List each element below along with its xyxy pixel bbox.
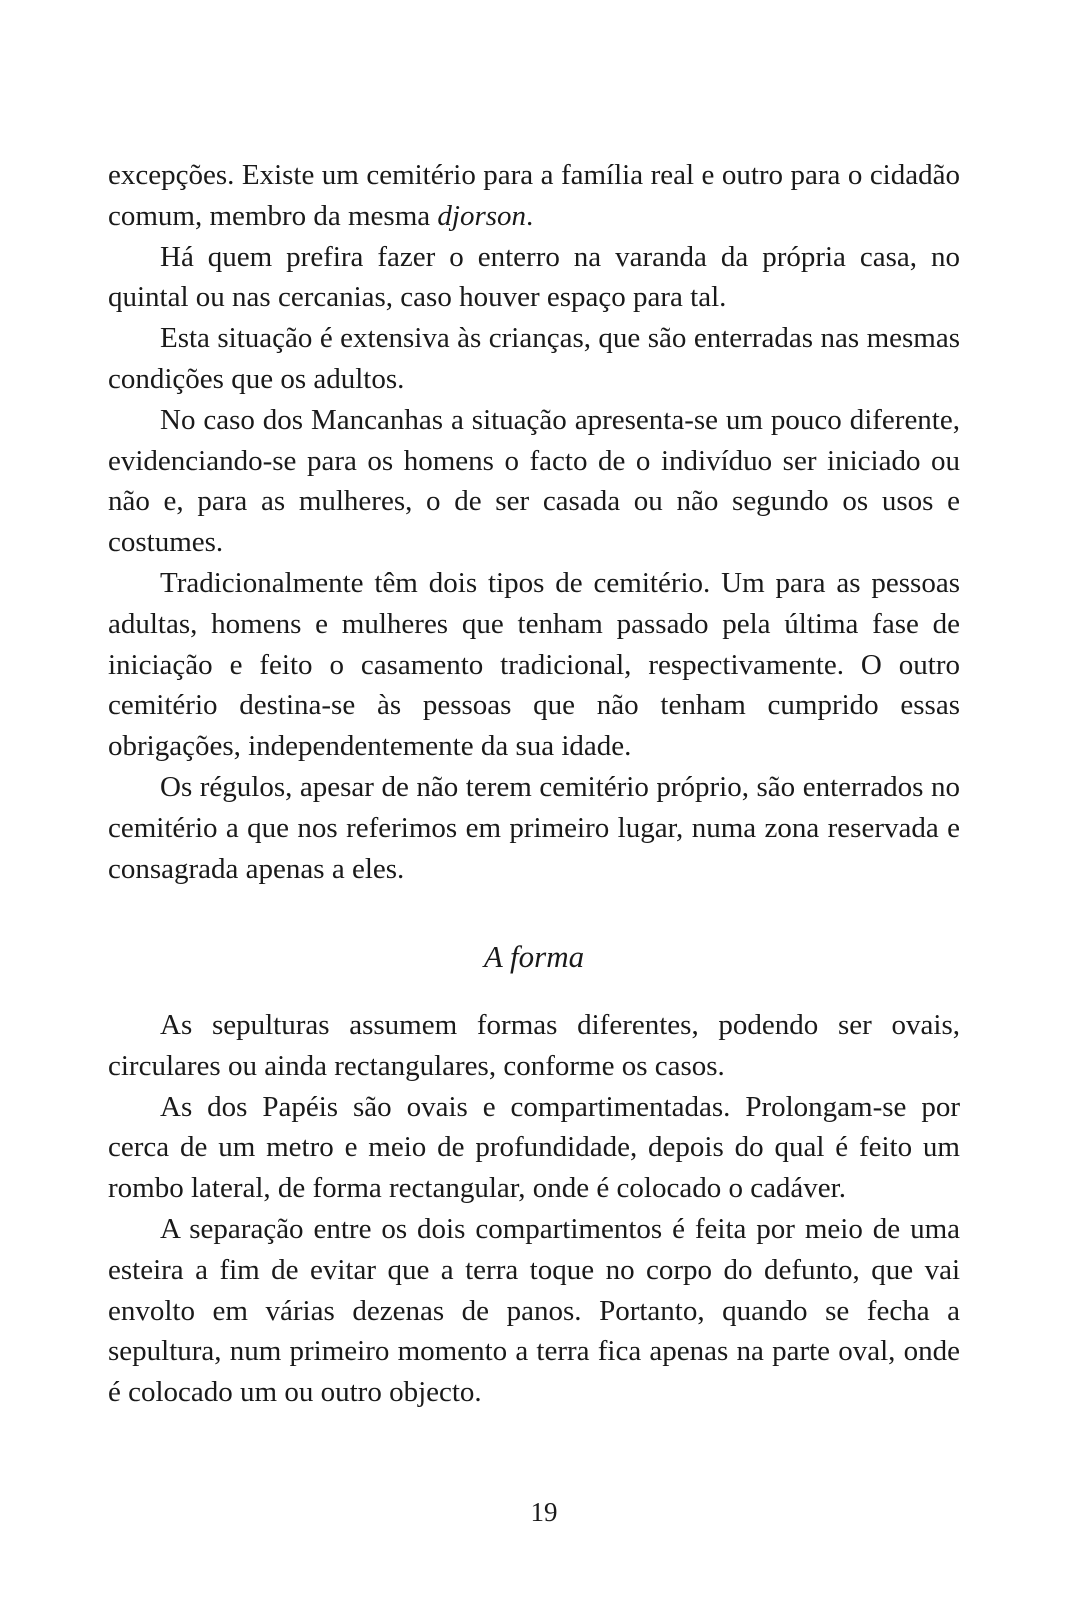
paragraph-3: Esta situação é extensiva às crianças, que são enterradas nas mesmas condições que os adultos. <box>108 322 960 395</box>
italic-term-djorson: djorson <box>437 199 527 232</box>
body-text-bottom <box>108 1005 960 1413</box>
paragraph-6: Os régulos, apesar de não terem cemitério próprio, são enterrados no cemitério a que nos referimos em primeiro lugar, numa zona reservada e consagrada apenas a eles. <box>108 770 960 885</box>
paragraph-5: Tradicionalmente têm dois tipos de cemitério. Um para as pessoas adultas, homens e mulheres que tenham passado pela última fase de iniciação e feito o casamento tradicional, respectivamente. O outro cemitério destina-se às pessoas que não tenham cumprido essas obrigações, independentemente da sua idade. <box>108 566 960 763</box>
paragraph-2: Há quem prefira fazer o enterro na varanda da própria casa, no quintal ou nas cercanias, caso houver espaço para tal. <box>108 240 960 314</box>
paragraph-4: No caso dos Mancanhas a situação apresenta-se um pouco diferente, evidenciando-se para os homens o facto de o indivíduo ser iniciado ou não e, para as mulheres, o de ser casada ou não segundo os usos e costumes. <box>108 403 960 559</box>
body-text-top <box>108 155 960 889</box>
paragraph-7: As sepulturas assumem formas diferentes, podendo ser ovais, circulares ou ainda rectangulares, conforme os casos. <box>108 1009 960 1082</box>
paragraph-1-text: excepções. Existe um cemitério para a família real e outro para o cidadão comum, membro da mesma <box>108 159 960 232</box>
paragraph-1-end: . <box>526 199 534 232</box>
page-number: 19 <box>530 1497 558 1527</box>
paragraph-8: As dos Papéis são ovais e compartimentadas. Prolongam-se por cerca de um metro e meio de profundidade, depois do qual é feito um rombo lateral, de forma rectangular, onde é colocado o cadáver. <box>108 1090 960 1205</box>
paragraph-9: A separação entre os dois compartimentos é feita por meio de uma esteira a fim de evitar que a terra toque no corpo do defunto, que vai envolto em várias dezenas de panos. Portanto, quando se fecha a sepultura, num primeiro momento a terra fica apenas na parte oval, onde é colocado um ou outro objecto. <box>108 1212 960 1409</box>
section-heading: A forma <box>483 939 585 974</box>
paragraph-1 <box>108 155 960 237</box>
